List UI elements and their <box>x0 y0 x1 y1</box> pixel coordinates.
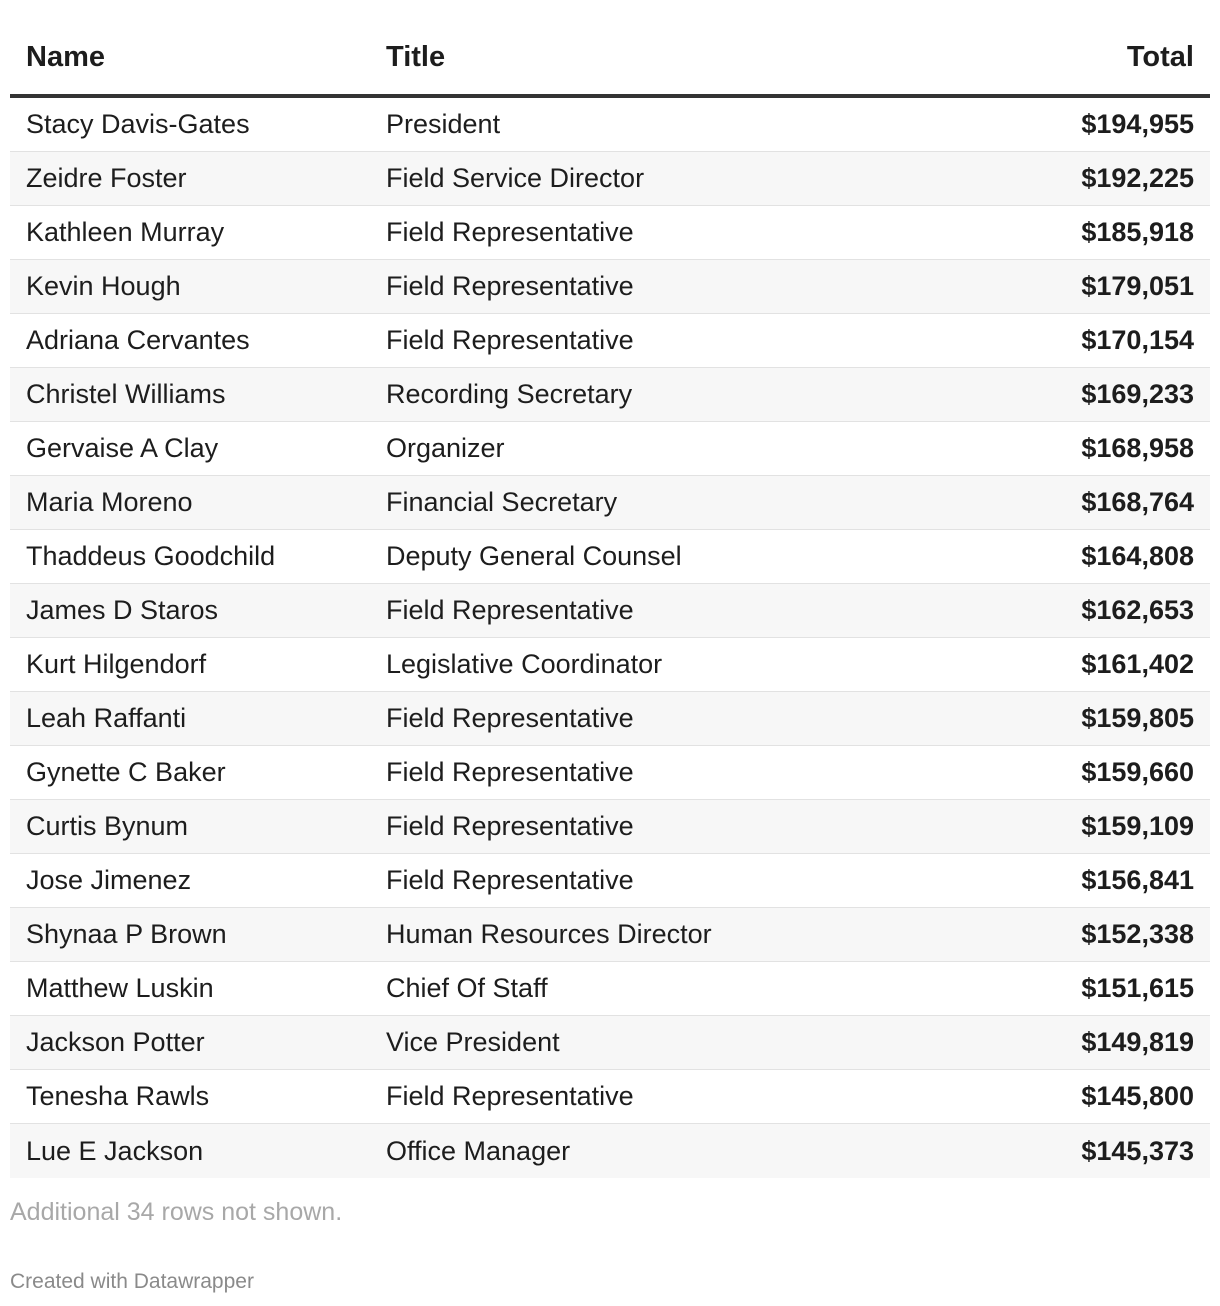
table-row <box>10 800 1210 854</box>
cell-title: Field Service Director <box>386 163 645 193</box>
cell-total: $145,800 <box>1081 1081 1194 1111</box>
cell-title: Field Representative <box>386 1081 634 1111</box>
cell-name: Shynaa P Brown <box>26 919 227 949</box>
table-row <box>10 206 1210 260</box>
table-row <box>10 692 1210 746</box>
table-row <box>10 584 1210 638</box>
cell-total: $156,841 <box>1081 865 1194 895</box>
cell-name: Gervaise A Clay <box>26 433 219 463</box>
cell-name: Kurt Hilgendorf <box>26 649 207 679</box>
salary-table <box>10 0 1210 1178</box>
cell-title: Legislative Coordinator <box>386 649 663 679</box>
cell-total: $185,918 <box>1081 217 1194 247</box>
cell-title: Field Representative <box>386 325 634 355</box>
cell-total: $159,660 <box>1081 757 1194 787</box>
cell-name: Tenesha Rawls <box>26 1081 210 1111</box>
cell-name: Leah Raffanti <box>26 703 187 733</box>
table-row <box>10 152 1210 206</box>
cell-total: $169,233 <box>1081 379 1194 409</box>
table-row <box>10 854 1210 908</box>
cell-total: $149,819 <box>1081 1027 1194 1057</box>
cell-name: Gynette C Baker <box>26 757 226 787</box>
cell-total: $168,764 <box>1081 487 1194 517</box>
table-row <box>10 908 1210 962</box>
table-row <box>10 368 1210 422</box>
datawrapper-credit[interactable]: Created with Datawrapper <box>10 1270 254 1293</box>
cell-title: Field Representative <box>386 703 634 733</box>
cell-title: Organizer <box>386 433 505 463</box>
table-row <box>10 98 1210 152</box>
header-total[interactable]: Total <box>1126 41 1194 73</box>
cell-name: Zeidre Foster <box>26 163 187 193</box>
cell-title: President <box>386 109 501 139</box>
cell-title: Field Representative <box>386 271 634 301</box>
cell-name: Kevin Hough <box>26 271 181 301</box>
table-row <box>10 746 1210 800</box>
cell-title: Vice President <box>386 1027 560 1057</box>
cell-total: $168,958 <box>1081 433 1194 463</box>
table-body <box>10 98 1210 1178</box>
table-row <box>10 530 1210 584</box>
cell-name: Curtis Bynum <box>26 811 189 841</box>
cell-title: Human Resources Director <box>386 919 712 949</box>
cell-total: $192,225 <box>1081 163 1194 193</box>
table-header <box>10 0 1210 98</box>
cell-total: $179,051 <box>1081 271 1194 301</box>
cell-title: Field Representative <box>386 217 634 247</box>
cell-name: Maria Moreno <box>26 487 193 517</box>
cell-name: Jackson Potter <box>26 1027 205 1057</box>
table-row <box>10 476 1210 530</box>
table-row <box>10 638 1210 692</box>
rows-not-shown-note: Additional 34 rows not shown. <box>10 1198 343 1226</box>
cell-name: Jose Jimenez <box>26 865 192 895</box>
table-row <box>10 962 1210 1016</box>
cell-total: $152,338 <box>1081 919 1194 949</box>
cell-name: Christel Williams <box>26 379 226 409</box>
table-row <box>10 314 1210 368</box>
table-row <box>10 422 1210 476</box>
cell-title: Field Representative <box>386 811 634 841</box>
cell-title: Field Representative <box>386 595 634 625</box>
header-name[interactable]: Name <box>26 41 105 73</box>
cell-total: $159,109 <box>1081 811 1194 841</box>
cell-total: $164,808 <box>1081 541 1194 571</box>
table-row <box>10 260 1210 314</box>
cell-name: Lue E Jackson <box>26 1135 204 1166</box>
cell-total: $159,805 <box>1081 703 1194 733</box>
cell-name: Matthew Luskin <box>26 973 214 1003</box>
cell-name: Adriana Cervantes <box>26 325 250 355</box>
table-row <box>10 1124 1210 1178</box>
cell-title: Field Representative <box>386 865 634 895</box>
cell-total: $170,154 <box>1081 325 1194 355</box>
cell-name: Kathleen Murray <box>26 217 225 247</box>
cell-name: James D Staros <box>26 595 219 625</box>
cell-total: $162,653 <box>1081 595 1194 625</box>
cell-total: $194,955 <box>1081 109 1194 139</box>
table-row <box>10 1016 1210 1070</box>
cell-name: Stacy Davis-Gates <box>26 109 250 139</box>
cell-title: Chief Of Staff <box>386 973 548 1003</box>
cell-title: Recording Secretary <box>386 379 633 409</box>
cell-name: Thaddeus Goodchild <box>26 541 276 571</box>
table-row <box>10 1070 1210 1124</box>
header-title[interactable]: Title <box>386 41 446 73</box>
cell-title: Field Representative <box>386 757 634 787</box>
cell-title: Office Manager <box>386 1135 571 1166</box>
cell-title: Financial Secretary <box>386 487 618 517</box>
cell-total: $161,402 <box>1081 649 1194 679</box>
cell-total: $151,615 <box>1081 973 1194 1003</box>
cell-title: Deputy General Counsel <box>386 541 682 571</box>
cell-total: $145,373 <box>1081 1135 1194 1166</box>
